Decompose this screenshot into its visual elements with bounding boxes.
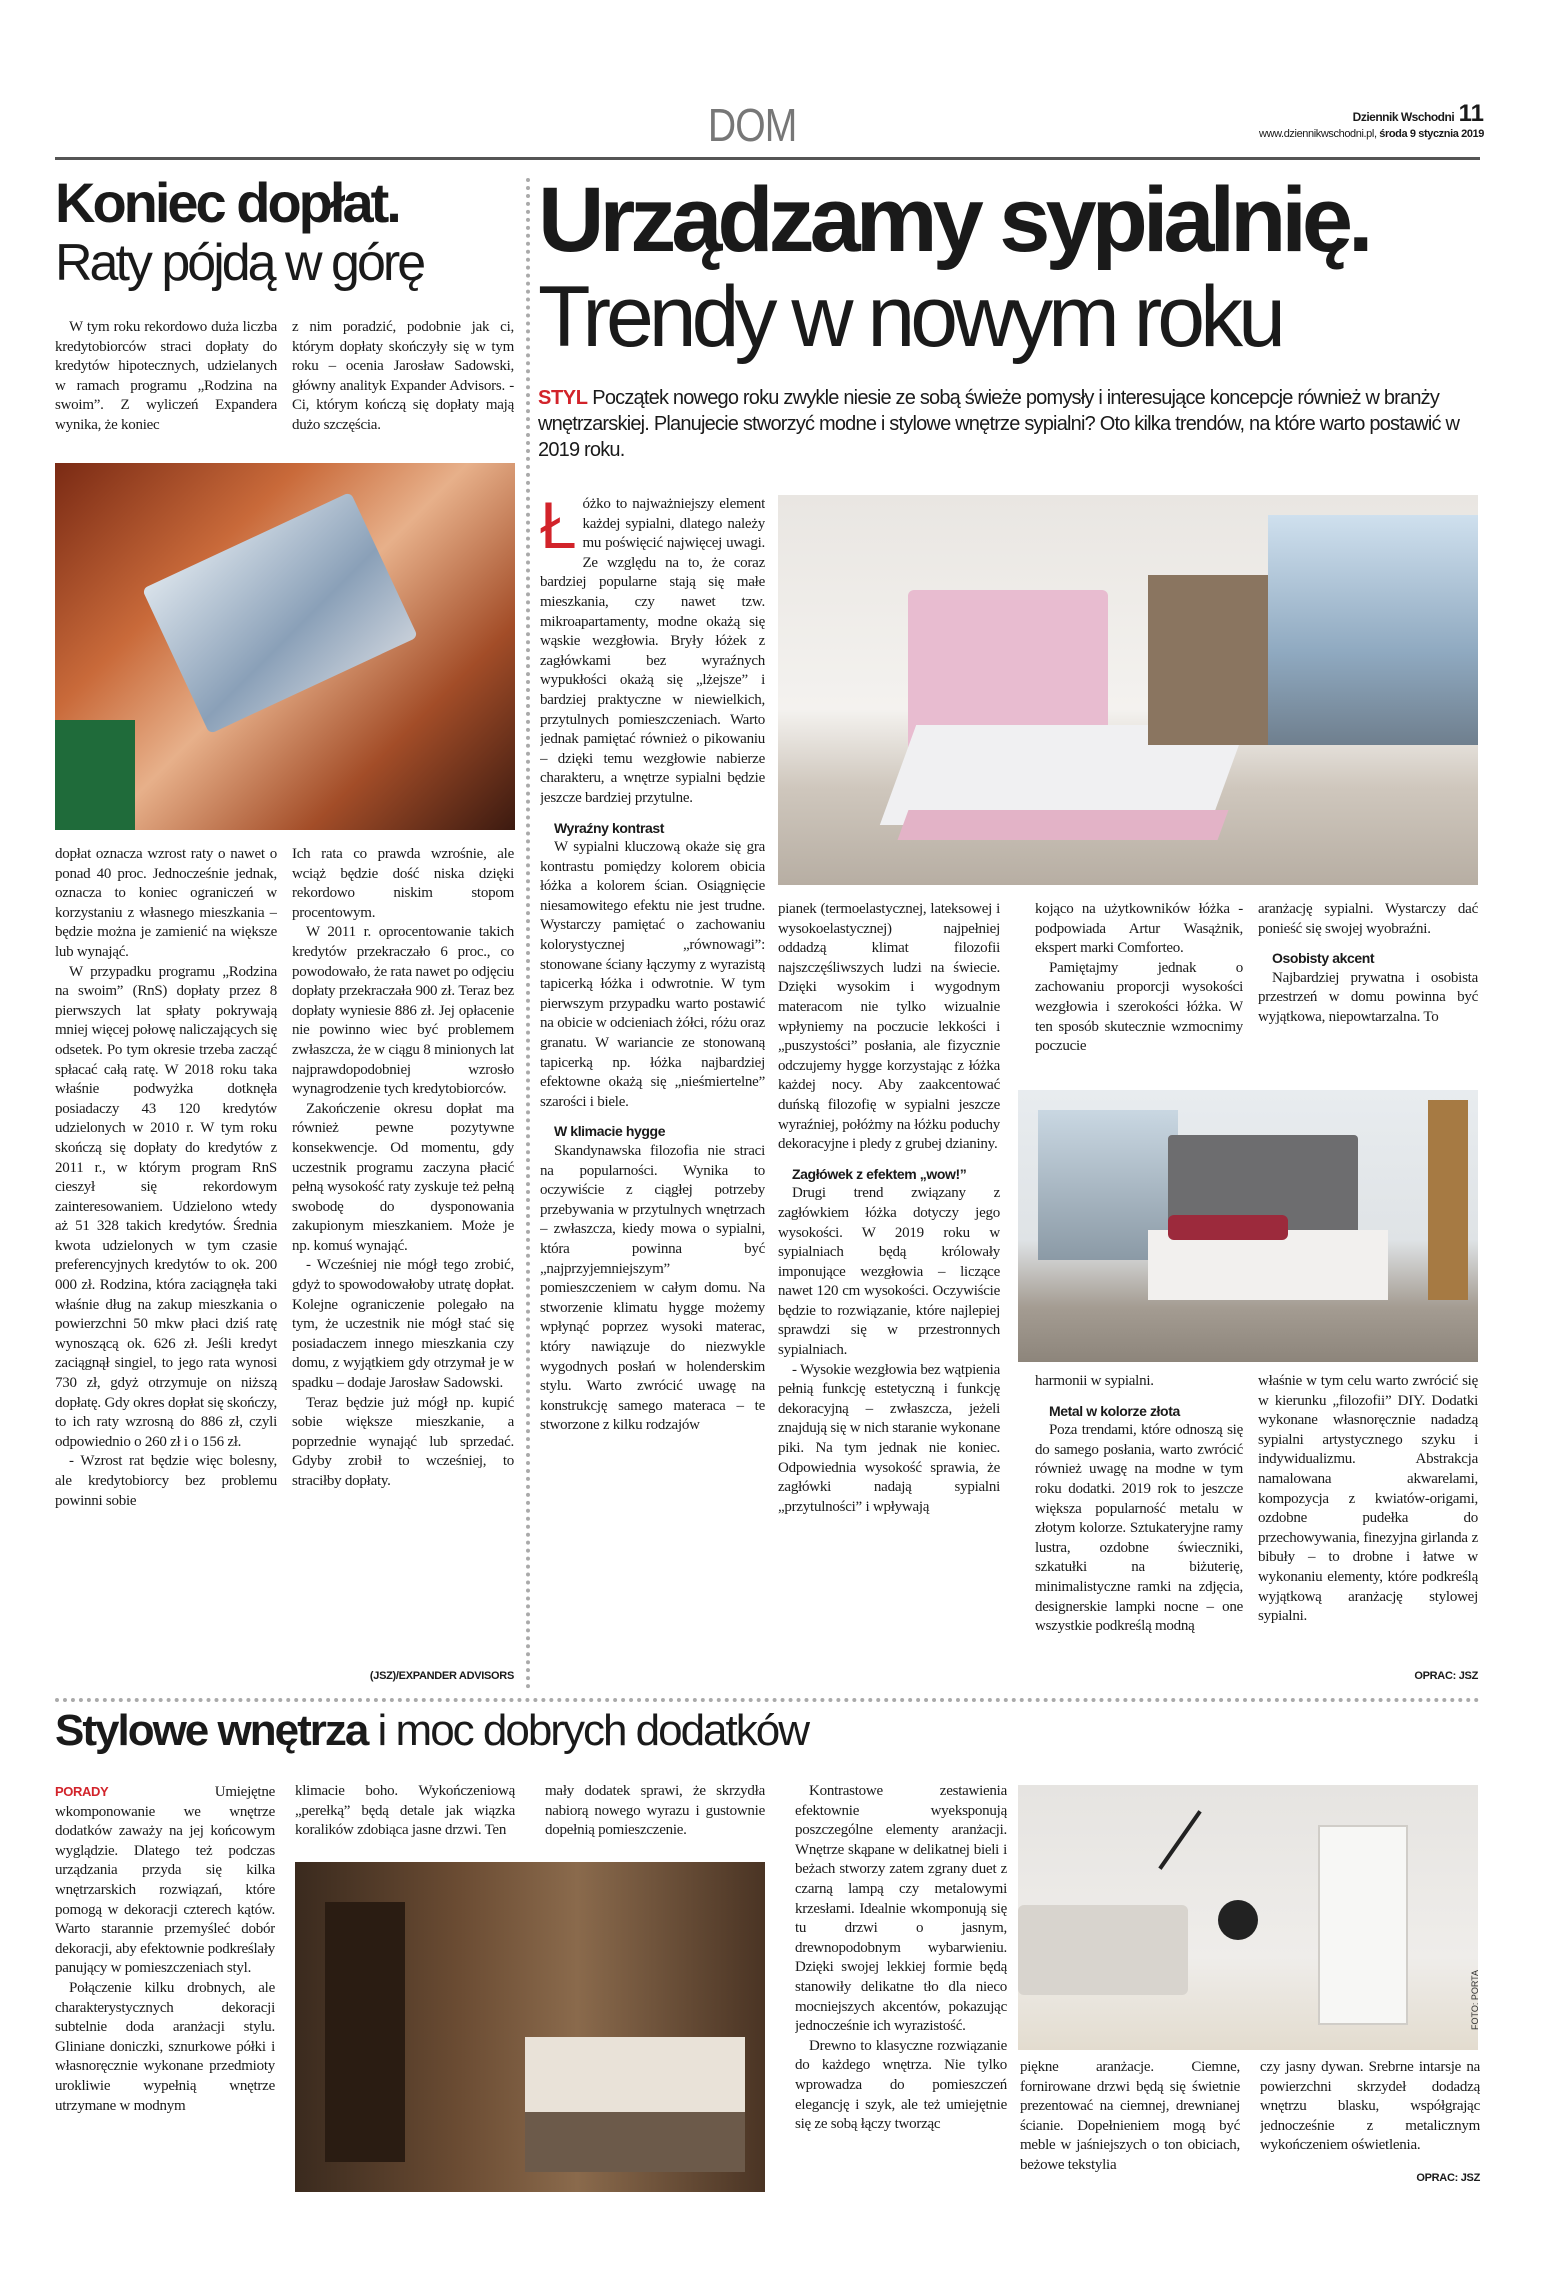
column-separator [526, 178, 530, 1690]
article2-subtitle: Trendy w nowym roku [538, 269, 1281, 365]
pink-bed-photo [778, 495, 1478, 885]
paragraph: czy jasny dywan. Srebrne intarsje na powierzchni skrzydeł dodadzą wnętrzu blasku, współgrając jednocześnie z metalicznym wykończeniem oświetlenia. [1260, 2059, 1480, 2154]
subheading: Osobisty akcent [1272, 950, 1375, 967]
article3-credit: OPRAC: JSZ [1416, 2172, 1480, 2184]
paragraph: Zakończenie okresu dopłat ma również pewne pozytywne konsekwencje. Od momentu, gdy uczestnik programu zaczyna płacić pełną wysokość raty zyskuje też pełną swobodę do dysponowania zakupionym mieszkaniem. Może je np. komuś wynająć. [292, 1100, 514, 1254]
header-rule [55, 157, 1480, 160]
paragraph: Skandynawska filozofia nie straci na popularności. Wynika to oczywiście z ciągłej potrzeby przebywania w przytulnych wnętrzach – zwłaszcza, kiedy mowa o sypialni, która powinna być „najprzyjemniejszym” pomieszczeniem w całym domu. Na stworzenie klimatu hygge możemy wpłynąć poprzez wysoki materac, który nawiązuje do niezwykle wygodnych posłań w holenderskim stylu. Warto zwrócić uwagę na konstrukcję samego materaca – te stworzone z kilku rodzajów [540, 1143, 765, 1434]
paragraph: - Wysokie wezgłowia bez wątpienia pełnią funkcję estetyczną i funkcję dekoracyjną – zwłaszcza, jeżeli znajdują się w nich staranie wykonane piki. Na tym jednak nie koniec. Odpowiednia wysokość sprawia, że zagłówki nadają sypialni „przytulności” i wpływają [778, 1361, 1000, 1515]
white-room-photo [1018, 1785, 1478, 2050]
article3-subtitle: i moc dobrych dodatków [367, 1706, 808, 1755]
paragraph: - Wzrost rat będzie więc bolesny, ale kredytobiorcy bez problemu powinni sobie [55, 1453, 277, 1509]
article2-credit: OPRAC: JSZ [1414, 1670, 1478, 1682]
paragraph: klimacie boho. Wykończeniową „perełką” będą detale jak wiązka koralików zdobiąca jasne drzwi. Ten [295, 1783, 515, 1839]
masthead: Dziennik Wschodni 11 www.dziennikwschodni.pl, środa 9 stycznia 2019 [1259, 100, 1484, 140]
paragraph: z nim poradzić, podobnie jak ci, którym dopłaty skończyły się w tym roku – ocenia Jarosław Sadowski, główny analityk Expander Advisors. - Ci, którym kończą się dopłaty mają dużo szczęścia. [292, 319, 514, 433]
article1-subtitle: Raty pójdą w górę [55, 234, 424, 292]
paragraph: Umiejętne wkomponowanie we wnętrze dodatków zaważy na jej końcowym wyglądzie. Dlatego też podczas urządzania przyda się kilka wnętrzarskich rozwiązań, które pomogą w dekoracji czterech kątów. Warto starannie przemyśleć dobór dekoracji, aby efektownie podkreślały panujący w pomieszczeniach styl. [55, 1784, 275, 1977]
subheading: W klimacie hygge [554, 1123, 666, 1140]
article1-body-col1 [55, 845, 277, 1690]
paragraph: Kontrastowe zestawienia efektownie wyeksponują poszczególne elementy aranżacji. Wnętrze skąpane w delikatnej bieli i beżach stworzy zatem zgrany duet z czarną lampą czy metalowymi krzesłami. Idealnie wkomponują się tu drzwi o jasnym, drewnopodobnym wybarwieniu. Dzięki swojej lekkiej formie będą stanowiły delikatne tło dla nieco mocniejszych akcentów, pokazując jednocześnie ich wyrazistość. [795, 1783, 1007, 2035]
article2-title: Urządzamy sypialnię. [538, 169, 1369, 271]
paragraph: mały dodatek sprawi, że skrzydła nabiorą nowego wyrazu i gustownie dopełnią pomieszczenie. [545, 1783, 765, 1839]
article1-title: Koniec dopłat. [55, 171, 399, 234]
article2-headline [538, 170, 1488, 364]
subheading: Wyraźny kontrast [554, 819, 665, 836]
article2-col-a [540, 495, 765, 1690]
paragraph: Drugi trend związany z zagłówkiem łóżka dotyczy jego wysokości. W 2019 roku w sypialniach będą królowały imponujące wezgłowia – liczące nawet 120 cm wysokości. Oczywiście będzie to rozwiązanie, które najlepiej sprawdzi się w przestronnych sypialniach. [778, 1185, 1000, 1359]
paragraph: Drewno to klasyczne rozwiązanie do każdego wnętrza. Nie tylko wprowadza do pomieszczeń elegancję i szyk, ale też umiejętnie się ze sobą łączy tworząc [795, 2037, 1007, 2133]
paragraph: właśnie w tym celu warto zwrócić się w kierunku „filozofii” DIY. Dodatki wykonane własnoręcznie nadadzą sypialni artystycznego szyku i indywidualizmu. Abstrakcja namalowana akwarelami, kompozycja z kwiatów-origami, ozdobne pudełka do przechowywania, finezyjna girlanda z bibuły – to drobne i łatwe w wykonaniu elementy, które podkreślą wyjątkową aranżację stylowej sypialni. [1258, 1373, 1478, 1625]
article2-lead [538, 385, 1478, 463]
article2-col-d-bottom [1258, 1372, 1478, 1662]
section-separator [55, 1698, 1480, 1702]
paragraph: Pamiętajmy jednak o zachowaniu proporcji wysokości wezgłowia i szerokości łóżka. W ten sposób skutecznie wzmocnimy poczucie [1035, 959, 1243, 1055]
paper-url[interactable]: www.dziennikwschodni.pl [1259, 128, 1374, 140]
article1-intro-col2 [292, 318, 514, 458]
paragraph: W 2011 r. oprocentowanie takich kredytów przekraczało 6 proc., co powodowało, że rata nawet po odjęciu dopłaty przekraczała 900 zł. Teraz bez dopłaty wyniesie 886 zł. Jej opłacenie nie powinno wiec być problemem zwłaszcza, że w ciągu 8 minionych lat najprawdopodobniej wzrosło wynagrodzenie tych kredytobiorców. [292, 924, 514, 1098]
paragraph: pianek (termoelastycznej, lateksowej i wysokoelastycznej) najpełniej oddadzą klimat filozofii najszczęśliwszych ludzi na świecie. Dzięki wysokim i wygodnym materacom nie tylko wizualnie wpłyniemy na poczucie lekkości i „puszystości” posłania, ale fizycznie odczujemy hygge korzystając z łóżka każdej nocy. Aby zaakcentować duńską filozofię w sypialni jeszcze wyraźniej, połóżmy na łóżku poduchy dekoracyjne i pledy z grubej dzianiny. [778, 901, 1000, 1153]
article3-title: Stylowe wnętrza [55, 1706, 368, 1755]
paper-name: Dziennik Wschodni [1352, 110, 1455, 124]
paragraph: W tym roku rekordowo duża liczba kredytobiorców straci dopłaty do kredytów hipotecznych, udzielanych w ramach programu „Rodzina na swoim”. Z wyliczeń Expandera wynika, że koniec [55, 319, 277, 433]
lead-text: Początek nowego roku zwykle niesie ze sobą świeże pomysły i interesujące koncepcje również w branży wnętrzarskiej. Planujecie stworzyć modne i stylowe wnętrze sypialni? Oto kilka trendów, na które warto postawić w 2019 roku. [538, 387, 1460, 461]
paragraph: W przypadku programu „Rodzina na swoim” (RnS) dopłaty przez 8 pierwszych lat spłaty pokrywają mniej więcej połowę naliczających się odsetek. Po tym okresie trzeba zacząć spłacać całą ratę. W 2018 roku taka właśnie podwyżka dotknęła posiadaczy 43 120 kredytów udzielonych w 2010 r. W tym roku skończą się dopłaty do kredytów z 2011 r., w którym program RnS cieszył się rekordowym zainteresowaniem. Udzielono wtedy aż 51 328 takich kredytów. Średnia kwota udzielonych w tym czasie preferencyjnych kredytów to ok. 200 000 zł. Rodzina, która zaciągnęła taki właśnie dług na zakup mieszkania o powierzchni 50 mkw płaci dziś ratę wynoszącą ok. 626 zł. Jeśli kredyt zaciągnął singiel, to jego rata wynosi 730 zł, gdyż otrzymuje on niższą dopłatę. Gdy okres dopłat się skończy, to ich raty wzrosną do 886 zł, czyli odpowiednio o 260 zł i o 156 zł. [55, 963, 277, 1450]
subheading: Metal w kolorze złota [1049, 1402, 1180, 1419]
article3-col3 [545, 1782, 765, 1862]
paragraph: W sypialni kluczową okaże się gra kontrastu pomiędzy kolorem obicia łóżka a kolorem ścian. Osiągnięcie niesamowitego efektu nie jest trudne. Wystarczy pamiętać o zachowaniu kolorystycznej „równowagi”: stonowane ściany łączymy z wyrazistą tapicerką łóżka i odwrotnie. W tym pierwszym przypadku warto postawić na obicie w odcieniach żółci, różu oraz granatu. W wariancie ze stonowaną tapicerką np. łóżka najbardziej efektowne okażą się „nieśmiertelne” szarości i biele. [540, 839, 765, 1110]
article3-col6 [1260, 2058, 1480, 2168]
issue-date: środa 9 stycznia 2019 [1379, 128, 1484, 140]
grey-bed-photo [1018, 1090, 1478, 1362]
article3-col2 [295, 1782, 515, 1862]
lead-tag: STYL [538, 387, 588, 409]
paragraph: óżko to najważniejszy element każdej sypialni, dlatego należy mu poświęcić najwięcej uwagi. Ze względu na to, że coraz bardziej popularne stają się małe mieszkania, czy nawet tzw. mikroapartamenty, modne okażą się wąskie wezgłowia. Bryły łóżek z zagłówkami bez wyraźnych wypukłości okażą się „lżejsze” i bardziej praktyczne w niewielkich, przytulnych pomieszczeniach. Warto jednak pamiętać również o pikowaniu – dzięki temu wezgłowie nabierze charakteru, a wnętrze sypialni będzie jeszcze bardziej przytulne. [540, 496, 765, 806]
drop-cap: Ł [540, 495, 577, 562]
photo-credit: FOTO: PORTA [1470, 1969, 1480, 2030]
paragraph: Poza trendami, które odnoszą się do samego posłania, warto zwrócić również uwagę na modne w tym roku dodatki. 2019 rok to jeszcze większa popularność metalu w złotym kolorze. Sztukateryjne ramy lustra, ozdobne świeczniki, szkatułki na biżuterię, minimalistyczne ramki na zdjęcia, designerskie lampki nocne – one wszystkie podkreślą modną [1035, 1422, 1243, 1635]
paragraph: Ich rata co prawda wzrośnie, ale wciąż będzie dość niska dzięki rekordowo niskim stopom procentowym. [292, 846, 514, 921]
money-photo [55, 463, 515, 830]
article3-headline [55, 1706, 808, 1756]
paragraph: - Wcześniej nie mógł tego zrobić, gdyż to spowodowałoby utratę dopłat. Kolejne ograniczenie polegało na tym, że uczestnik nie mógł stać się posiadaczem innego mieszkania czy domu, z wyjątkiem gdy otrzymał je w spadku – dodaje Jarosław Sadowski. [292, 1257, 514, 1392]
article1-body-col2 [292, 845, 514, 1665]
paragraph: kojąco na użytkowników łóżka - podpowiada Artur Wasążnik, ekspert marki Comforteo. [1035, 901, 1243, 957]
lead-tag: PORADY [55, 1784, 109, 1799]
paragraph: dopłat oznacza wzrost raty o nawet o ponad 40 proc. Jednocześnie jednak, oznacza to koniec ograniczeń w korzystaniu z własnego mieszkania – będzie można je zamienić na większe lub wynająć. [55, 846, 277, 960]
article3-col5 [1020, 2058, 1240, 2188]
paragraph: Połączenie kilku drobnych, ale charakterystycznych dekoracji subtelnie doda aranżacji stylu. Gliniane doniczki, sznurkowe półki i własnoręcznie wykonane przedmioty urokliwie wypełnią wnętrze utrzymane w modnym [55, 1979, 275, 2114]
article2-col-c-bottom [1035, 1372, 1243, 1690]
article3-col1 [55, 1782, 275, 2202]
article2-col-d-top [1258, 900, 1478, 1080]
subheading: Zagłówek z efektem „wow!” [792, 1165, 967, 1182]
paragraph: Najbardziej prywatna i osobista przestrzeń w domu powinna być wyjątkowa, niepowtarzalna. To [1258, 969, 1478, 1025]
article1-intro-col1 [55, 318, 277, 458]
wood-interior-photo [295, 1862, 765, 2192]
paragraph: Teraz będzie już mógł np. kupić sobie większe mieszkanie, a poprzednie wynająć lub sprzedać. Gdyby zrobił to wcześniej, to straciłby dopłaty. [292, 1394, 514, 1489]
paragraph: piękne aranżacje. Ciemne, fornirowane drzwi będą się świetnie prezentować na ciemnej, drewnianej ścianie. Dopełnieniem mogą być meble w jaśniejszych o ton obiciach, beżowe tekstylia [1020, 2059, 1240, 2173]
article1-headline [55, 172, 525, 292]
paragraph: aranżację sypialni. Wystarczy dać ponieść się swojej wyobraźni. [1258, 901, 1478, 937]
article3-col4 [795, 1782, 1007, 2202]
paragraph: harmonii w sypialni. [1035, 1373, 1154, 1389]
article2-col-c-top [1035, 900, 1243, 1080]
article2-col-b [778, 900, 1000, 1690]
section-title: DOM [707, 99, 797, 151]
page-number: 11 [1458, 100, 1484, 127]
article1-credit: (JSZ)/EXPANDER ADVISORS [369, 1670, 514, 1682]
